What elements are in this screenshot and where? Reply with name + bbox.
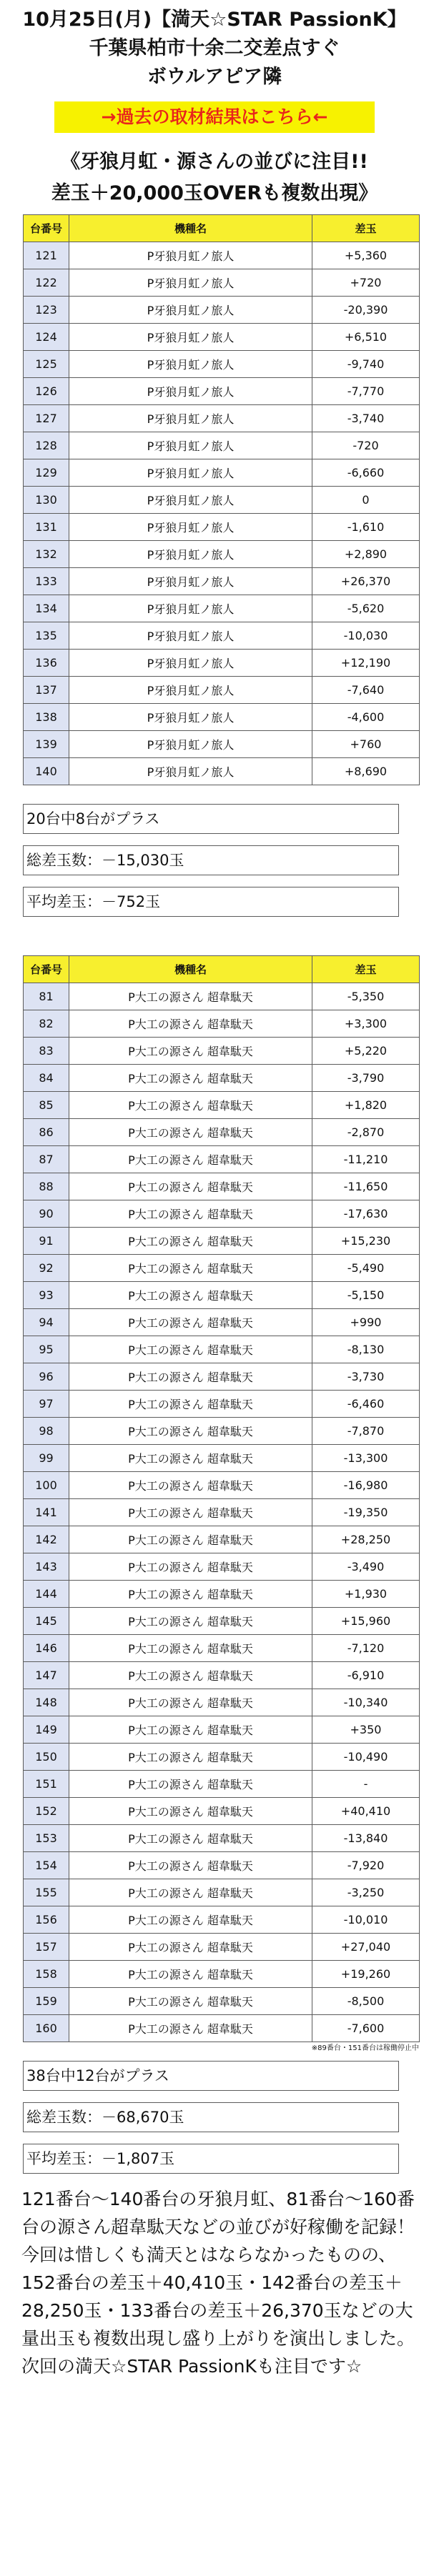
ball-difference: -7,870 [312,1418,420,1445]
ball-difference: -11,210 [312,1146,420,1173]
table-header-row [24,215,420,242]
machine-number: 138 [24,704,69,731]
header-model: 機種名 [69,956,312,983]
suspension-note: ※89番台・151番台は稼働停止中 [311,2044,419,2052]
table-row [24,1608,420,1635]
machine-number: 148 [24,1689,69,1716]
table-row [24,487,420,514]
machine-model: P大工の源さん 超韋駄天 [69,1689,312,1716]
table-row [24,1744,420,1771]
table-row [24,242,420,269]
machine-number: 149 [24,1716,69,1744]
machine-model: P大工の源さん 超韋駄天 [69,1608,312,1635]
ball-difference: 0 [312,487,420,514]
ball-difference: -6,460 [312,1391,420,1418]
machine-model: P大工の源さん 超韋駄天 [69,1146,312,1173]
machine-model: P大工の源さん 超韋駄天 [69,1038,312,1065]
machine-number: 141 [24,1499,69,1526]
table-row [24,1010,420,1038]
genson-total-difference: 総差玉数：－68,670玉 [23,2102,399,2132]
table-row [24,1499,420,1526]
machine-model: P牙狼月虹ノ旅人 [69,269,312,297]
header-model: 機種名 [69,215,312,242]
table-row [24,324,420,351]
ball-difference: +990 [312,1309,420,1336]
ball-difference: +6,510 [312,324,420,351]
table-row [24,378,420,405]
ball-difference: -11,650 [312,1173,420,1200]
ball-difference: -7,920 [312,1852,420,1879]
machine-model: P牙狼月虹ノ旅人 [69,351,312,378]
machine-model: P大工の源さん 超韋駄天 [69,1092,312,1119]
machine-number: 88 [24,1173,69,1200]
table-row [24,1200,420,1228]
machine-model: P牙狼月虹ノ旅人 [69,595,312,622]
genson-results-table [23,955,420,2042]
ball-difference: -720 [312,432,420,459]
machine-number: 130 [24,487,69,514]
machine-number: 86 [24,1119,69,1146]
machine-model: P大工の源さん 超韋駄天 [69,1553,312,1581]
header-diff: 差玉 [312,215,420,242]
table-row [24,1852,420,1879]
closing-summary: 121番台〜140番台の牙狼月虹、81番台〜160番台の源さん超韋駄天などの並びが好稼働を記録！今回は惜しくも満天とはならなかったものの、152番台の差玉＋40,410玉・142番台の差玉＋28,250玉・133番台の差玉＋26,370玉などの大量出玉も複数出現し盛り上がりを演出しました。次回の満天☆STAR PassionKも注目です☆ [21,2189,415,2377]
table-row [24,1391,420,1418]
garo-total-difference: 総差玉数：－15,030玉 [23,845,399,875]
ball-difference: -8,500 [312,1988,420,2015]
table-row [24,1146,420,1173]
table-row [24,1282,420,1309]
ball-difference: +1,930 [312,1581,420,1608]
machine-number: 145 [24,1608,69,1635]
machine-model: P牙狼月虹ノ旅人 [69,622,312,650]
lead-line-2: 差玉＋20,000玉OVERも複数出現》 [51,182,378,204]
machine-model: P大工の源さん 超韋駄天 [69,1526,312,1553]
machine-model: P牙狼月虹ノ旅人 [69,242,312,269]
ball-difference: -6,910 [312,1662,420,1689]
ball-difference: -1,610 [312,514,420,541]
machine-model: P牙狼月虹ノ旅人 [69,324,312,351]
machine-model: P大工の源さん 超韋駄天 [69,1662,312,1689]
machine-model: P大工の源さん 超韋駄天 [69,1771,312,1798]
machine-number: 140 [24,758,69,785]
ball-difference: +720 [312,269,420,297]
table-row [24,1689,420,1716]
table-row [24,1553,420,1581]
ball-difference: -5,620 [312,595,420,622]
machine-model: P大工の源さん 超韋駄天 [69,1200,312,1228]
garo-plus-count: 20台中8台がプラス [23,804,399,834]
machine-model: P大工の源さん 超韋駄天 [69,1581,312,1608]
machine-number: 153 [24,1825,69,1852]
table-row [24,1255,420,1282]
table-row [24,1065,420,1092]
machine-number: 100 [24,1472,69,1499]
machine-model: P大工の源さん 超韋駄天 [69,1825,312,1852]
table-row [24,1716,420,1744]
table-row [24,1173,420,1200]
machine-model: P大工の源さん 超韋駄天 [69,1906,312,1934]
ball-difference: -9,740 [312,351,420,378]
machine-model: P牙狼月虹ノ旅人 [69,731,312,758]
machine-model: P大工の源さん 超韋駄天 [69,1065,312,1092]
header-date-store: 10月25日(月)【満天☆STAR PassionK】 [22,9,407,31]
ball-difference: -3,490 [312,1553,420,1581]
machine-model: P牙狼月虹ノ旅人 [69,568,312,595]
table-row [24,1662,420,1689]
machine-model: P大工の源さん 超韋駄天 [69,1716,312,1744]
machine-number: 151 [24,1771,69,1798]
table-row [24,351,420,378]
machine-number: 154 [24,1852,69,1879]
machine-number: 133 [24,568,69,595]
table-row [24,1825,420,1852]
machine-number: 144 [24,1581,69,1608]
ball-difference: -5,350 [312,983,420,1010]
machine-model: P牙狼月虹ノ旅人 [69,432,312,459]
table-row [24,1309,420,1336]
ball-difference: -3,740 [312,405,420,432]
machine-number: 139 [24,731,69,758]
table-row [24,1798,420,1825]
machine-model: P大工の源さん 超韋駄天 [69,1010,312,1038]
machine-number: 83 [24,1038,69,1065]
ball-difference: - [312,1771,420,1798]
ball-difference: +26,370 [312,568,420,595]
machine-model: P大工の源さん 超韋駄天 [69,1309,312,1336]
machine-number: 152 [24,1798,69,1825]
ball-difference: +28,250 [312,1526,420,1553]
ball-difference: +1,820 [312,1092,420,1119]
header-landmark: ボウルアピア隣 [147,66,282,88]
machine-model: P大工の源さん 超韋駄天 [69,1744,312,1771]
machine-number: 87 [24,1146,69,1173]
ball-difference: +15,230 [312,1228,420,1255]
machine-number: 147 [24,1662,69,1689]
ball-difference: -6,660 [312,459,420,487]
ball-difference: -7,770 [312,378,420,405]
genson-plus-count: 38台中12台がプラス [23,2061,399,2091]
machine-number: 98 [24,1418,69,1445]
ball-difference: -7,640 [312,677,420,704]
ball-difference: -17,630 [312,1200,420,1228]
machine-model: P牙狼月虹ノ旅人 [69,514,312,541]
machine-model: P大工の源さん 超韋駄天 [69,1472,312,1499]
ball-difference: +3,300 [312,1010,420,1038]
table-row [24,1581,420,1608]
machine-number: 129 [24,459,69,487]
machine-model: P牙狼月虹ノ旅人 [69,297,312,324]
machine-model: P牙狼月虹ノ旅人 [69,650,312,677]
machine-model: P大工の源さん 超韋駄天 [69,1418,312,1445]
table-row [24,1961,420,1988]
ball-difference: -10,010 [312,1906,420,1934]
ball-difference: -3,790 [312,1065,420,1092]
machine-model: P大工の源さん 超韋駄天 [69,1934,312,1961]
machine-number: 160 [24,2015,69,2042]
table-row [24,1906,420,1934]
machine-number: 127 [24,405,69,432]
machine-number: 94 [24,1309,69,1336]
table-row [24,1635,420,1662]
ball-difference: -10,030 [312,622,420,650]
machine-number: 135 [24,622,69,650]
table-row [24,1363,420,1391]
table-row [24,269,420,297]
machine-model: P大工の源さん 超韋駄天 [69,1391,312,1418]
machine-number: 85 [24,1092,69,1119]
table-row [24,1988,420,2015]
machine-number: 95 [24,1336,69,1363]
ball-difference: -5,490 [312,1255,420,1282]
table-row [24,1771,420,1798]
table-row [24,514,420,541]
ball-difference: +27,040 [312,1934,420,1961]
machine-number: 125 [24,351,69,378]
table-row [24,1038,420,1065]
table-row [24,541,420,568]
machine-number: 93 [24,1282,69,1309]
machine-number: 121 [24,242,69,269]
table-row [24,677,420,704]
machine-number: 82 [24,1010,69,1038]
ball-difference: +19,260 [312,1961,420,1988]
machine-model: P大工の源さん 超韋駄天 [69,1961,312,1988]
genson-average-difference: 平均差玉：－1,807玉 [23,2144,399,2174]
machine-model: P大工の源さん 超韋駄天 [69,1445,312,1472]
machine-model: P大工の源さん 超韋駄天 [69,1852,312,1879]
ball-difference: -2,870 [312,1119,420,1146]
table-row [24,1526,420,1553]
machine-number: 81 [24,983,69,1010]
ball-difference: -20,390 [312,297,420,324]
machine-model: P大工の源さん 超韋駄天 [69,1635,312,1662]
machine-model: P牙狼月虹ノ旅人 [69,487,312,514]
header-num: 台番号 [24,956,69,983]
table-row [24,622,420,650]
table-row [24,595,420,622]
ball-difference: -10,490 [312,1744,420,1771]
machine-number: 126 [24,378,69,405]
machine-number: 132 [24,541,69,568]
machine-model: P大工の源さん 超韋駄天 [69,1255,312,1282]
table-row [24,1472,420,1499]
ball-difference: +15,960 [312,1608,420,1635]
machine-model: P大工の源さん 超韋駄天 [69,1282,312,1309]
machine-model: P大工の源さん 超韋駄天 [69,1499,312,1526]
machine-number: 97 [24,1391,69,1418]
ball-difference: -19,350 [312,1499,420,1526]
table-row [24,758,420,785]
table-row [24,1092,420,1119]
machine-model: P大工の源さん 超韋駄天 [69,1798,312,1825]
machine-number: 122 [24,269,69,297]
table-row [24,297,420,324]
garo-results-table [23,214,420,785]
machine-number: 90 [24,1200,69,1228]
machine-number: 146 [24,1635,69,1662]
machine-model: P大工の源さん 超韋駄天 [69,983,312,1010]
machine-number: 155 [24,1879,69,1906]
machine-model: P大工の源さん 超韋駄天 [69,1363,312,1391]
ball-difference: -3,250 [312,1879,420,1906]
table-row [24,983,420,1010]
table-row [24,459,420,487]
machine-model: P大工の源さん 超韋駄天 [69,1879,312,1906]
machine-number: 150 [24,1744,69,1771]
table-row [24,1336,420,1363]
machine-number: 142 [24,1526,69,1553]
ball-difference: -13,840 [312,1825,420,1852]
machine-number: 84 [24,1065,69,1092]
ball-difference: -10,340 [312,1689,420,1716]
table-row [24,405,420,432]
ball-difference: +760 [312,731,420,758]
machine-model: P大工の源さん 超韋駄天 [69,1173,312,1200]
ball-difference: +12,190 [312,650,420,677]
table-row [24,1445,420,1472]
machine-model: P大工の源さん 超韋駄天 [69,1988,312,2015]
ball-difference: -7,120 [312,1635,420,1662]
table-row [24,704,420,731]
machine-number: 99 [24,1445,69,1472]
table-row [24,2015,420,2042]
header-address: 千葉県柏市十余二交差点すぐ [89,37,340,59]
ball-difference: -8,130 [312,1336,420,1363]
machine-number: 124 [24,324,69,351]
past-results-link[interactable]: →過去の取材結果はこちら← [54,101,375,133]
machine-number: 96 [24,1363,69,1391]
ball-difference: +2,890 [312,541,420,568]
ball-difference: +40,410 [312,1798,420,1825]
lead-line-1: 《牙狼月虹・源さんの並びに注目!! [61,151,368,173]
table-row [24,1418,420,1445]
machine-number: 159 [24,1988,69,2015]
machine-model: P大工の源さん 超韋駄天 [69,1228,312,1255]
machine-number: 128 [24,432,69,459]
machine-number: 91 [24,1228,69,1255]
table-row [24,1119,420,1146]
machine-model: P大工の源さん 超韋駄天 [69,1336,312,1363]
table-row [24,432,420,459]
ball-difference: -13,300 [312,1445,420,1472]
ball-difference: +5,220 [312,1038,420,1065]
machine-model: P牙狼月虹ノ旅人 [69,758,312,785]
machine-number: 158 [24,1961,69,1988]
ball-difference: +350 [312,1716,420,1744]
garo-average-difference: 平均差玉：－752玉 [23,887,399,917]
machine-model: P牙狼月虹ノ旅人 [69,405,312,432]
machine-number: 92 [24,1255,69,1282]
machine-model: P牙狼月虹ノ旅人 [69,459,312,487]
machine-number: 136 [24,650,69,677]
ball-difference: -5,150 [312,1282,420,1309]
machine-number: 143 [24,1553,69,1581]
table-row [24,650,420,677]
machine-model: P牙狼月虹ノ旅人 [69,378,312,405]
machine-number: 131 [24,514,69,541]
machine-model: P牙狼月虹ノ旅人 [69,677,312,704]
machine-model: P大工の源さん 超韋駄天 [69,1119,312,1146]
ball-difference: -3,730 [312,1363,420,1391]
machine-number: 156 [24,1906,69,1934]
table-row [24,568,420,595]
table-header-row [24,956,420,983]
machine-model: P牙狼月虹ノ旅人 [69,541,312,568]
ball-difference: +5,360 [312,242,420,269]
table-row [24,1228,420,1255]
ball-difference: -16,980 [312,1472,420,1499]
machine-number: 137 [24,677,69,704]
header-diff: 差玉 [312,956,420,983]
machine-model: P牙狼月虹ノ旅人 [69,704,312,731]
table-row [24,1879,420,1906]
machine-number: 157 [24,1934,69,1961]
table-row [24,731,420,758]
ball-difference: +8,690 [312,758,420,785]
ball-difference: -7,600 [312,2015,420,2042]
header-num: 台番号 [24,215,69,242]
machine-model: P大工の源さん 超韋駄天 [69,2015,312,2042]
ball-difference: -4,600 [312,704,420,731]
machine-number: 123 [24,297,69,324]
table-row [24,1934,420,1961]
machine-number: 134 [24,595,69,622]
